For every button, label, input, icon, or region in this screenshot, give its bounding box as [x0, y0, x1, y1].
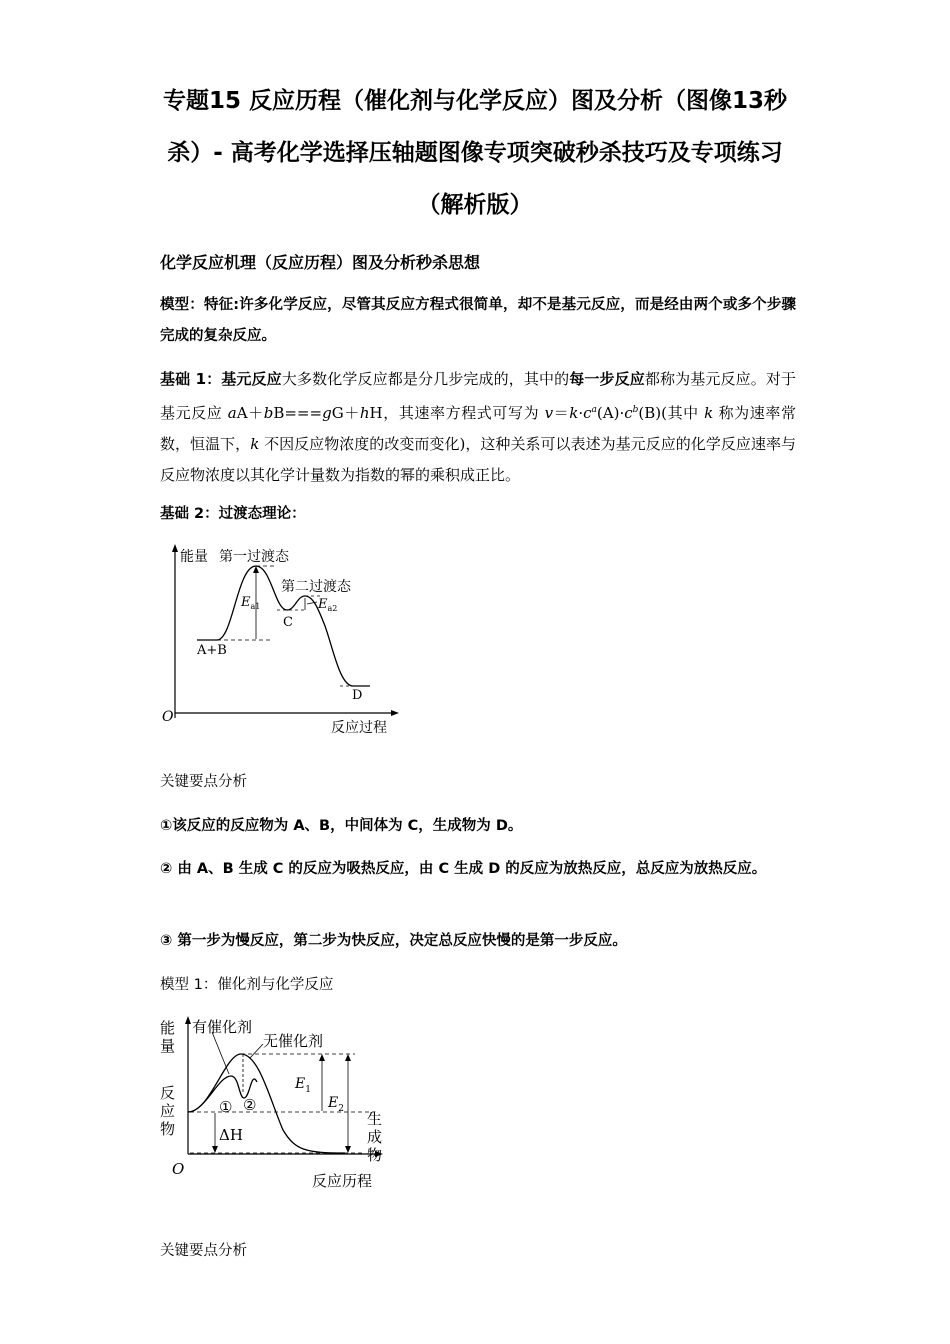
d2-reactant-2: 应 — [160, 1102, 176, 1120]
basis1-label: 基础 1： — [160, 370, 222, 388]
d1-origin-label: O — [162, 709, 174, 725]
d2-y-label-2: 量 — [160, 1037, 176, 1055]
energy-profile-diagram — [155, 538, 415, 738]
eq-part-a: A＋ — [236, 404, 264, 422]
ea1-arrow-head — [253, 566, 259, 573]
point-3: ③ 第一步为慢反应，第二步为快反应，决定总反应快慢的是第一步反应。 — [160, 933, 627, 949]
eq-part-g: G＋ — [331, 404, 360, 422]
basis1-term: 基元反应 — [221, 370, 282, 388]
basis1-text-a: 大多数化学反应都是分几步完成的，其中的 — [281, 370, 570, 388]
rate-c1: c — [583, 404, 592, 422]
e1-arrow-head — [319, 1054, 325, 1061]
d1-ab-label: A+B — [197, 643, 227, 658]
d2-without-cat-label: 无催化剂 — [263, 1032, 324, 1050]
y-axis-arrow — [185, 1016, 191, 1024]
rate-c2: c — [624, 404, 633, 422]
rate-part-a: (A)· — [596, 404, 625, 422]
d2-y-label-1: 能 — [160, 1019, 176, 1037]
d2-step1-label: ① — [219, 1098, 233, 1116]
model-intro: 模型：特征:许多化学反应，尽管其反应方程式很简单，却不是基元反应，而是经由两个或多个步骤完成的复杂反应。 — [160, 297, 796, 344]
rate-v: v — [544, 404, 554, 422]
rate-sup-b: b — [632, 405, 639, 415]
key-analysis-heading-1: 关键要点分析 — [160, 774, 247, 790]
rate-eq-sign: ＝ — [553, 404, 570, 422]
rate-k: k — [569, 404, 579, 422]
eq-part-b: B=== — [273, 404, 323, 422]
eq-coef-b: b — [263, 404, 274, 422]
rate-k2: k — [704, 404, 714, 422]
d2-step2-label: ② — [243, 1096, 257, 1114]
d2-product-2: 成 — [367, 1128, 383, 1146]
rate-dot: · — [578, 404, 584, 422]
e2-arrow-head-top — [345, 1054, 351, 1061]
basis1-term2: 每一步反应 — [569, 370, 645, 388]
x-axis-arrow — [391, 710, 399, 716]
d2-origin-label: O — [172, 1160, 185, 1178]
d2-dh-label: ΔH — [219, 1126, 243, 1144]
point-1: ①该反应的反应物为 A、B，中间体为 C，生成物为 D。 — [160, 818, 523, 834]
dh-arrow-head — [212, 1146, 218, 1153]
basis1-paragraph — [160, 364, 796, 491]
basis2-heading: 基础 2：过渡态理论： — [160, 506, 306, 522]
basis1-text-d: 不因反应物浓度的改变而变化)，这种关系可以表述为基元反应的化学反应速率与反应物浓度以其化学计量数为指数的幂的乘积成正比。 — [160, 435, 796, 484]
without-cat-pointer — [250, 1044, 263, 1058]
page-title: 专题15 反应历程（催化剂与化学反应）图及分析（图像13秒杀）- 高考化学选择压轴题图像专项突破秒杀技巧及专项练习（解析版） — [162, 88, 788, 218]
catalyst-energy-diagram — [155, 1012, 395, 1192]
basis1-text-c: 称为速率常数，恒温下， — [160, 404, 796, 453]
d2-with-cat-label: 有催化剂 — [192, 1018, 253, 1036]
d2-reactant-1: 反 — [160, 1084, 176, 1102]
eq-coef-h: h — [359, 404, 370, 422]
d1-y-label: 能量 — [180, 549, 208, 565]
key-analysis-heading-2: 关键要点分析 — [160, 1243, 247, 1259]
d2-product-3: 物 — [367, 1146, 383, 1164]
d2-reactant-3: 物 — [160, 1120, 176, 1138]
eq-part-h: H，其速率方程式可写为 — [369, 404, 545, 422]
d1-d-label: D — [352, 688, 363, 703]
d1-ts1-label: 第一过渡态 — [219, 549, 289, 565]
d1-c-label: C — [283, 615, 293, 630]
point-2: ② 由 A、B 生成 C 的反应为吸热反应，由 C 生成 D 的反应为放热反应，总反应为放热反应。 — [160, 861, 767, 877]
d1-ea1-label: $E_{a1}$ — [241, 595, 261, 611]
eq-coef-a: a — [227, 404, 237, 422]
basis1-text-b: 都称为基元反应。对于基元反应 — [160, 370, 796, 422]
eq-coef-g: g — [322, 404, 332, 422]
rate-part-b: (B)(其中 — [638, 404, 705, 422]
d1-x-label: 反应过程 — [331, 720, 387, 736]
d1-ts2-label: 第二过渡态 — [281, 579, 351, 595]
with-cat-pointer — [212, 1032, 229, 1074]
d2-e2-label: $E_2$ — [328, 1095, 344, 1114]
d2-x-label: 反应历程 — [312, 1172, 373, 1190]
d2-product-1: 生 — [367, 1110, 383, 1128]
model1-heading: 模型 1：催化剂与化学反应 — [160, 977, 334, 993]
rate-sup-a: a — [591, 405, 597, 415]
d1-ea2-label: $E_{a2}$ — [318, 597, 338, 613]
e2-arrow-head-bottom — [345, 1146, 351, 1153]
no-catalyst-curve — [188, 1054, 345, 1153]
section-heading: 化学反应机理（反应历程）图及分析秒杀思想 — [160, 253, 481, 272]
d2-e1-label: $E_1$ — [295, 1076, 311, 1095]
rate-k3: k — [250, 435, 260, 453]
y-axis-arrow — [172, 544, 178, 552]
